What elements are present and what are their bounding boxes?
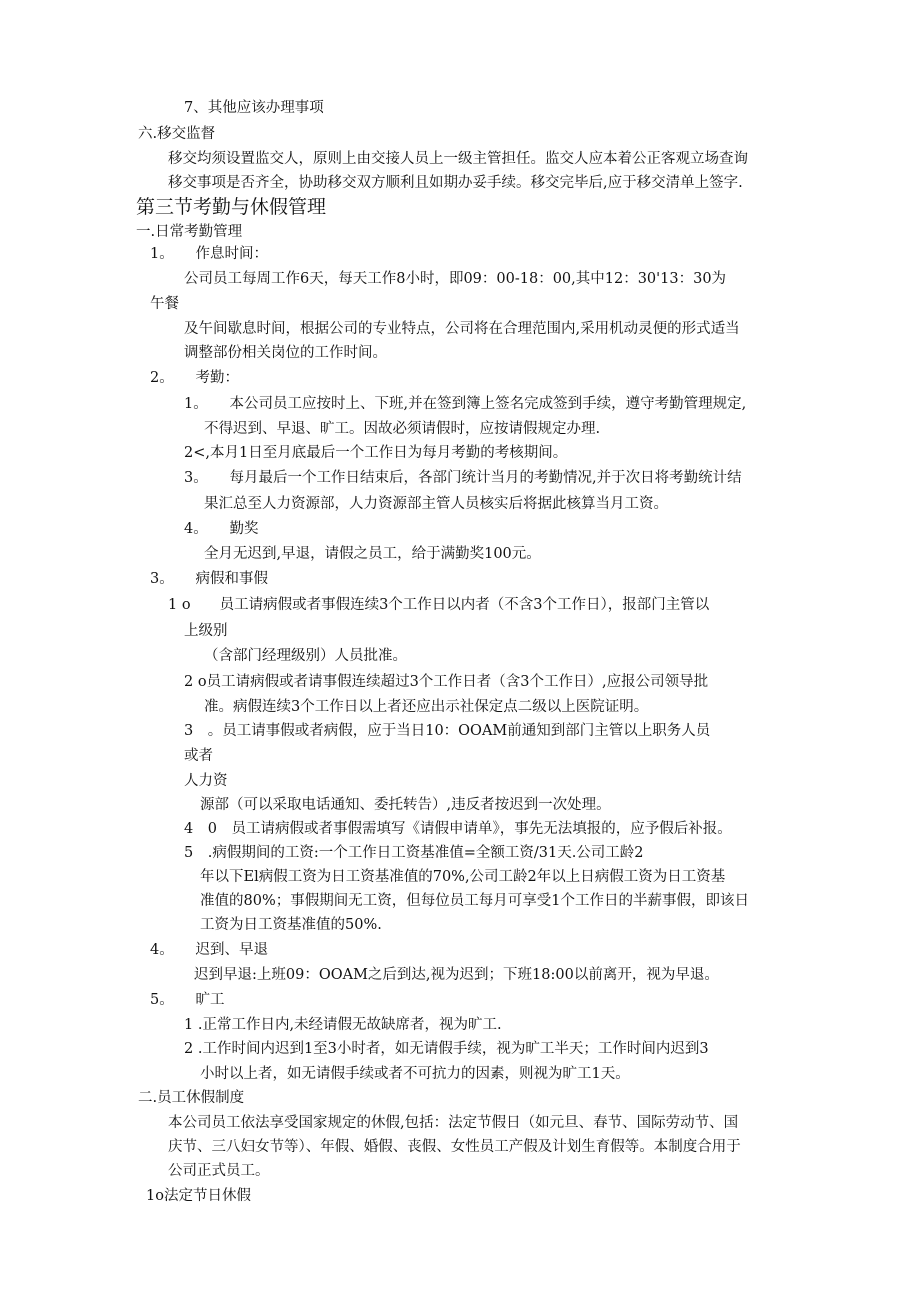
paragraph-line: 全月无迟到,早退，请假之员工，给于满勤奖100元。: [204, 546, 541, 562]
paragraph-line: 准值的80%；事假期间无工资，但每位员工每月可享受1个工作日的半薪事假，即该日: [200, 893, 749, 909]
paragraph-line: 午餐: [150, 296, 179, 312]
paragraph-line: 2 .工作时间内迟到1至3小时者，如无请假手续，视为旷工半天；工作时间内迟到3: [184, 1041, 709, 1057]
section-handover-supervision: 六.移交监督: [138, 126, 216, 142]
paragraph-line: 调整部份相关岗位的工作时间。: [184, 345, 387, 361]
paragraph-line: 人力资: [184, 773, 228, 789]
item-heading: 5。 旷工: [150, 992, 225, 1008]
paragraph-line: （含部门经理级别）人员批准。: [204, 648, 407, 664]
paragraph-line: 公司员工每周工作6天，每天工作8小时，即09：00-18：00,其中12：30'13：30为: [184, 271, 727, 287]
item-heading: 4。 迟到、早退: [150, 942, 268, 958]
paragraph-line: 及午间歇息时间，根据公司的专业特点，公司将在合理范围内,采用机动灵便的形式适当: [184, 321, 740, 337]
paragraph-line: 庆节、三八妇女节等）、年假、婚假、丧假、女性员工产假及计划生育假等。本制度合用于: [168, 1139, 741, 1155]
paragraph-line: 3。 每月最后一个工作日结束后，各部门统计当月的考勤情况,并于次日将考勤统计结: [184, 470, 742, 486]
paragraph-line: 上级别: [184, 623, 228, 639]
paragraph-line: 4 0 员工请病假或者事假需填写《请假申请单》，事先无法填报的，应予假后补报。: [184, 821, 732, 837]
paragraph-line: 1 o 员工请病假或者事假连续3个工作日以内者（不含3个工作日），报部门主管以: [168, 597, 710, 613]
paragraph-line: 1。 本公司员工应按时上、下班,并在签到簿上签名完成签到手续，遵守考勤管理规定,: [184, 396, 747, 412]
section-leave-policy: 二.员工休假制度: [138, 1090, 245, 1106]
item-heading: 1o法定节日休假: [146, 1188, 251, 1204]
item-heading: 3。 病假和事假: [150, 571, 268, 587]
paragraph-line: 1 .正常工作日内,未经请假无故缺席者，视为旷工.: [184, 1017, 502, 1033]
paragraph-line: 准。病假连续3个工作日以上者还应出示社保定点二级以上医院证明。: [204, 699, 649, 715]
paragraph-line: 3 。员工请事假或者病假，应于当日10：OOAM前通知到部门主管以上职务人员: [184, 723, 711, 739]
paragraph-line: 本公司员工依法享受国家规定的休假,包括：法定节假日（如元旦、春节、国际劳动节、国: [168, 1115, 739, 1131]
paragraph-line: 2 o员工请病假或者请事假连续超过3个工作日者（含3个工作日）,应报公司领导批: [184, 674, 709, 690]
paragraph-line: 2<,本月1日至月底最后一个工作日为每月考勤的考核期间。: [184, 445, 568, 461]
item-heading: 2。 考勤：: [150, 370, 239, 386]
paragraph-line: 源部（可以采取电话通知、委托转告）,违反者按迟到一次处理。: [200, 797, 611, 813]
paragraph-line: 5 .病假期间的工资:一个工作日工资基准值=全额工资/31天.公司工龄2: [184, 845, 644, 861]
paragraph-line: 年以下El病假工资为日工资基准值的70%,公司工龄2年以上日病假工资为日工资基: [200, 869, 726, 885]
paragraph-line: 不得迟到、早退、旷工。因故必须请假时，应按请假规定办理.: [204, 421, 601, 437]
paragraph-line: 移交均须设置监交人，原则上由交接人员上一级主管担任。监交人应本着公正客观立场查询: [168, 151, 748, 167]
paragraph-line: 果汇总至人力资源部，人力资源部主管人员核实后将据此核算当月工资。: [204, 496, 668, 512]
paragraph-line: 迟到早退:上班09：OOAM之后到达,视为迟到；下班18:00以前离开，视为早退。: [194, 967, 719, 983]
item-heading: 4。 勤奖: [184, 521, 259, 537]
paragraph-line: 或者: [184, 748, 213, 764]
paragraph-line: 工资为日工资基准值的50%.: [200, 917, 382, 933]
chapter-heading: 第三节考勤与休假管理: [136, 196, 327, 218]
paragraph-line: 移交事项是否齐全，协助移交双方顺利且如期办妥手续。移交完毕后,应于移交清单上签字.: [168, 175, 743, 191]
item-heading: 1。 作息时间：: [150, 246, 268, 262]
paragraph-line: 公司正式员工。: [168, 1163, 270, 1179]
item-other-matters: 7、其他应该办理事项: [184, 100, 324, 116]
section-daily-attendance: 一.日常考勤管理: [136, 224, 243, 240]
paragraph-line: 小时以上者，如无请假手续或者不可抗力的因素，则视为旷工1天。: [200, 1066, 630, 1082]
